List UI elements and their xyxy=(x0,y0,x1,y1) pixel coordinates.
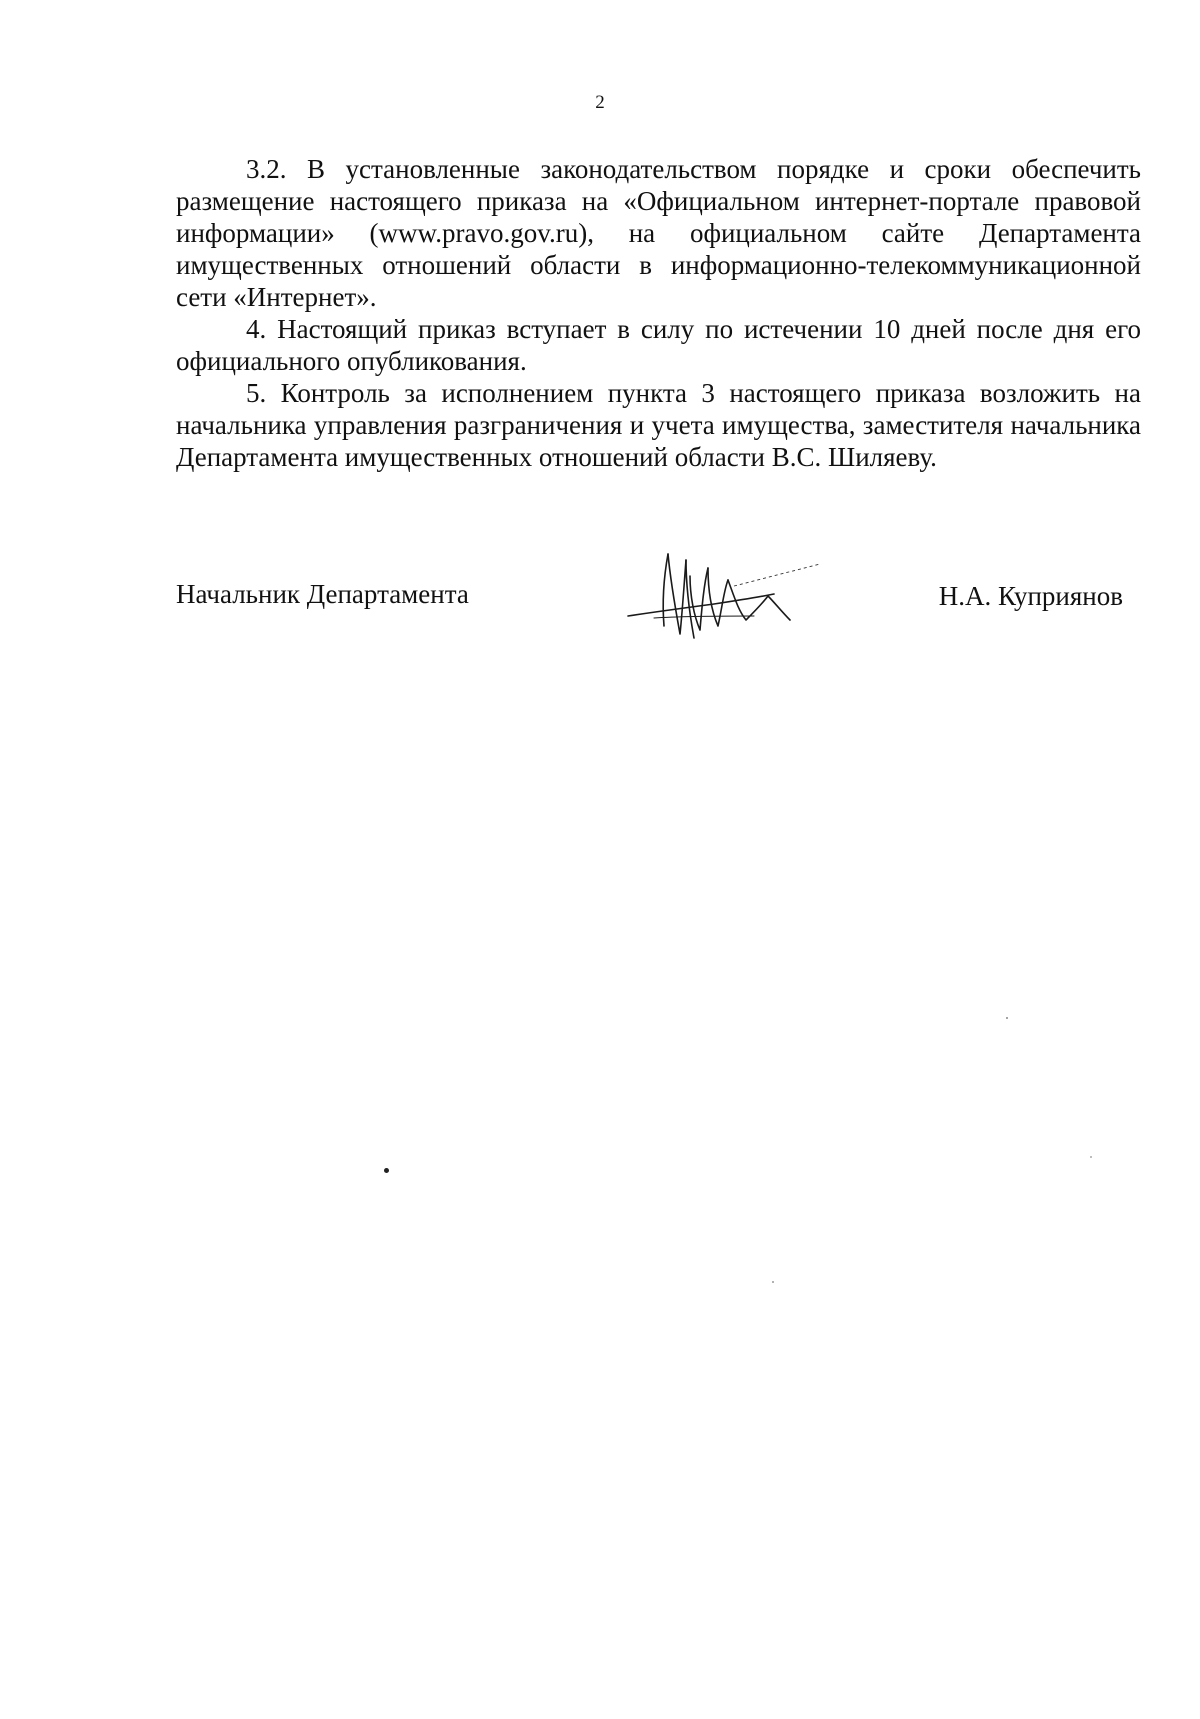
scan-speck xyxy=(384,1168,389,1173)
paragraph-4: 4. Настоящий приказ вступает в силу по истечении 10 дней после дня его официального опубликования. xyxy=(176,314,1141,376)
signatory-position: Начальник Департамента xyxy=(176,579,469,609)
signature-block xyxy=(176,568,1141,678)
scan-speck xyxy=(1090,1156,1092,1158)
signatory-name: Н.А. Куприянов xyxy=(938,581,1123,611)
document-body xyxy=(176,153,1141,473)
paragraph-3-2: 3.2. В установленные законодательством порядке и сроки обеспечить размещение настоящего приказа на «Официальном интернет-портале правовой информации» (www.pravo.gov.ru), на официальном сайте Департамента имущественных отношений области в информационно-телекоммуникационной сети «Интернет». xyxy=(176,154,1141,312)
page-number: 2 xyxy=(595,92,605,113)
paragraph-5: 5. Контроль за исполнением пункта 3 настоящего приказа возложить на начальника управления разграничения и учета имущества, заместителя начальника Департамента имущественных отношений области В.С. Шиляеву. xyxy=(176,378,1141,472)
scan-speck xyxy=(1006,1017,1008,1019)
handwritten-signature xyxy=(624,546,824,656)
scan-speck xyxy=(772,1281,774,1283)
